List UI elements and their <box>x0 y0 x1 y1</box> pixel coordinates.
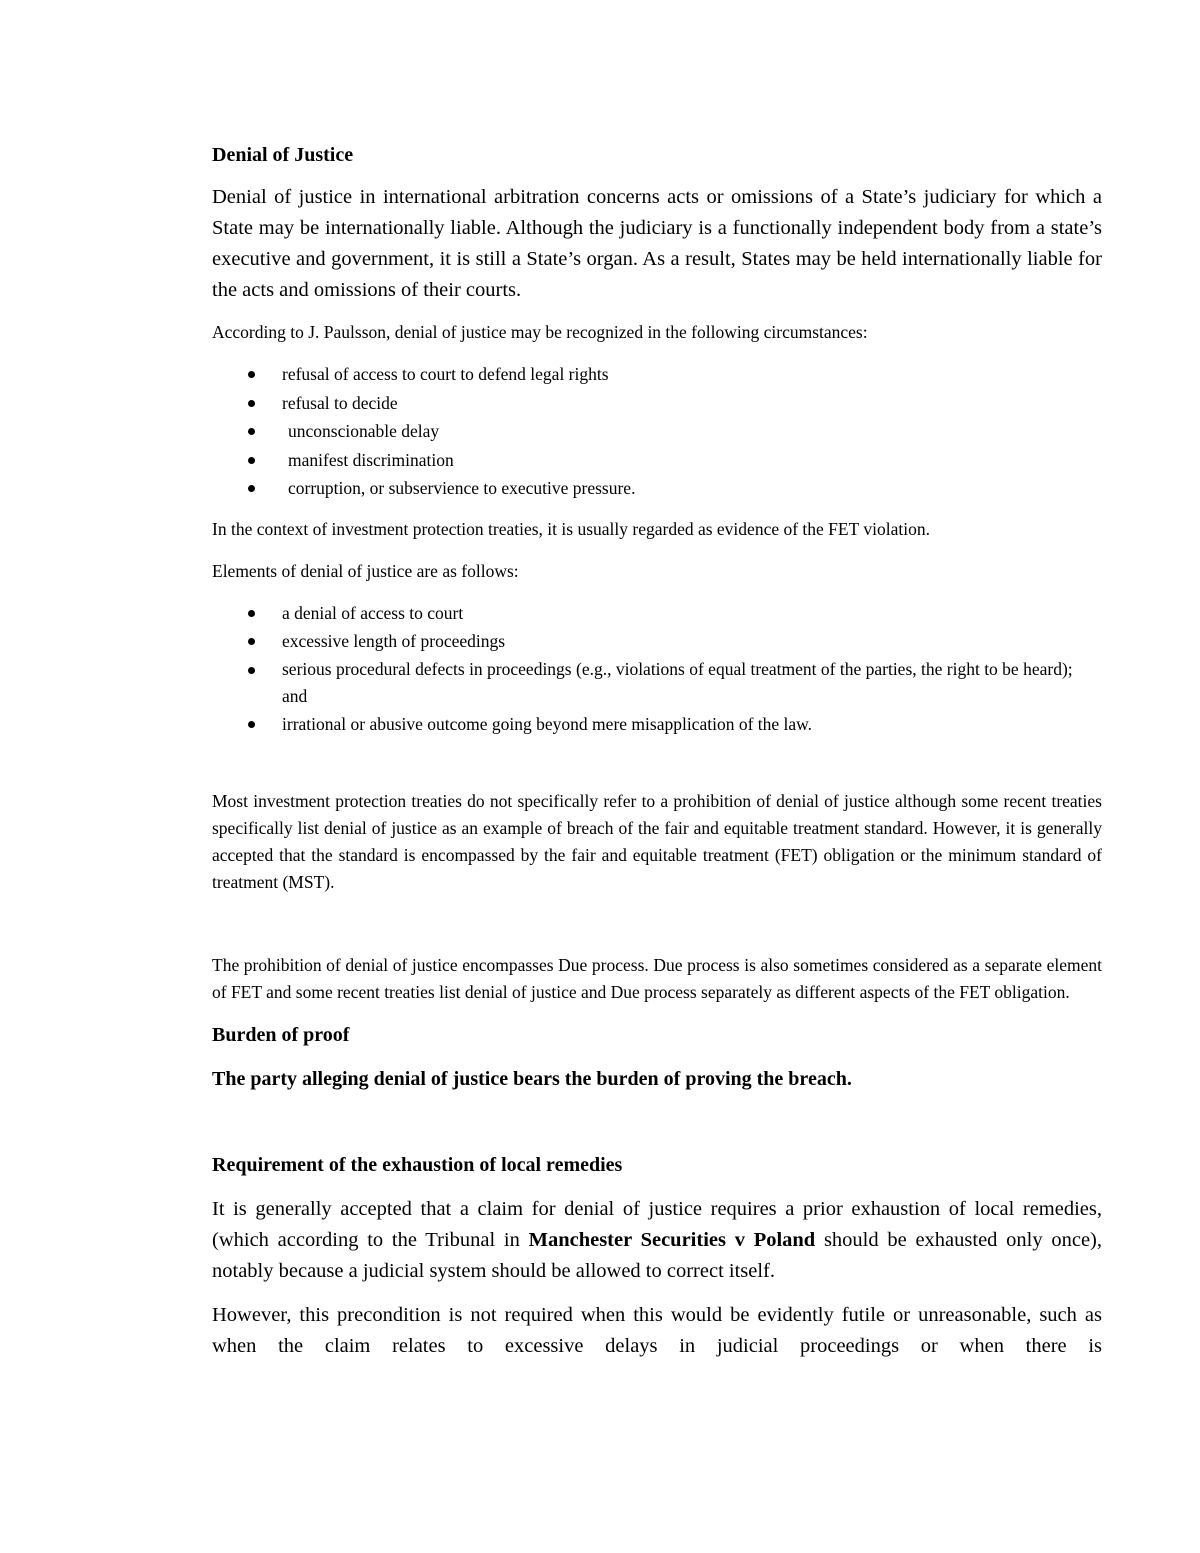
list-item: irrational or abusive outcome going beyond mere misapplication of the law. <box>212 710 1102 739</box>
intro-paragraph: Denial of justice in international arbitration concerns acts or omissions of a State’s judiciary for which a State may be internationally liable. Although the judiciary is a functionally independent body from a state’s executive and government, it is still a State’s organ. As a result, States may be held internationally liable for the acts and omissions of their courts. <box>212 186 1102 301</box>
list-item: excessive length of proceedings <box>212 627 1102 656</box>
list-item: refusal to decide <box>212 389 1102 418</box>
document-page <box>212 140 1102 1362</box>
list-item: serious procedural defects in proceedings (e.g., violations of equal treatment of the parties, the right to be heard); and <box>212 656 1102 710</box>
paulsson-paragraph: According to J. Paulsson, denial of justice may be recognized in the following circumstances: <box>212 322 868 342</box>
due-process-paragraph: The prohibition of denial of justice encompasses Due process. Due process is also sometimes considered as a separate element of FET and some recent treaties list denial of justice and Due process separately as different aspects of the FET obligation. <box>212 955 1102 1002</box>
burden-statement: The party alleging denial of justice bears the burden of proving the breach. <box>212 1068 852 1090</box>
circumstances-list <box>212 360 1102 503</box>
list-item: corruption, or subservience to executive pressure. <box>212 474 1102 503</box>
precondition-paragraph: However, this precondition is not required when this would be evidently futile or unreasonable, such as when the claim relates to excessive delays in judicial proceedings or when there is <box>212 1304 1102 1357</box>
elements-intro-paragraph: Elements of denial of justice are as follows: <box>212 560 519 581</box>
list-item: unconscionable delay <box>212 417 1102 446</box>
list-item: refusal of access to court to defend legal rights <box>212 360 1102 389</box>
treaties-paragraph: Most investment protection treaties do not specifically refer to a prohibition of denial of justice although some recent treaties specifically list denial of justice as an example of breach of the fair and equitable treatment standard. However, it is generally accepted that the standard is encompassed by the fair and equitable treatment (FET) obligation or the minimum standard of treatment (MST). <box>212 791 1102 892</box>
heading-exhaustion-local-remedies: Requirement of the exhaustion of local remedies <box>212 1154 623 1176</box>
exhaustion-paragraph: It is generally accepted that a claim for denial of justice requires a prior exhaustion of local remedies, (which according to the Tribunal in Manchester Securities v Poland should be exhausted only once), notably because a judicial system should be allowed to correct itself. <box>212 1198 1102 1282</box>
heading-denial-of-justice: Denial of Justice <box>212 144 354 166</box>
list-item: a denial of access to court <box>212 599 1102 628</box>
list-item: manifest discrimination <box>212 446 1102 475</box>
elements-list <box>212 599 1102 739</box>
heading-burden-of-proof: Burden of proof <box>212 1024 350 1046</box>
case-name: Manchester Securities v Poland <box>528 1229 816 1251</box>
fet-context-paragraph: In the context of investment protection treaties, it is usually regarded as evidence of the FET violation. <box>212 518 930 539</box>
